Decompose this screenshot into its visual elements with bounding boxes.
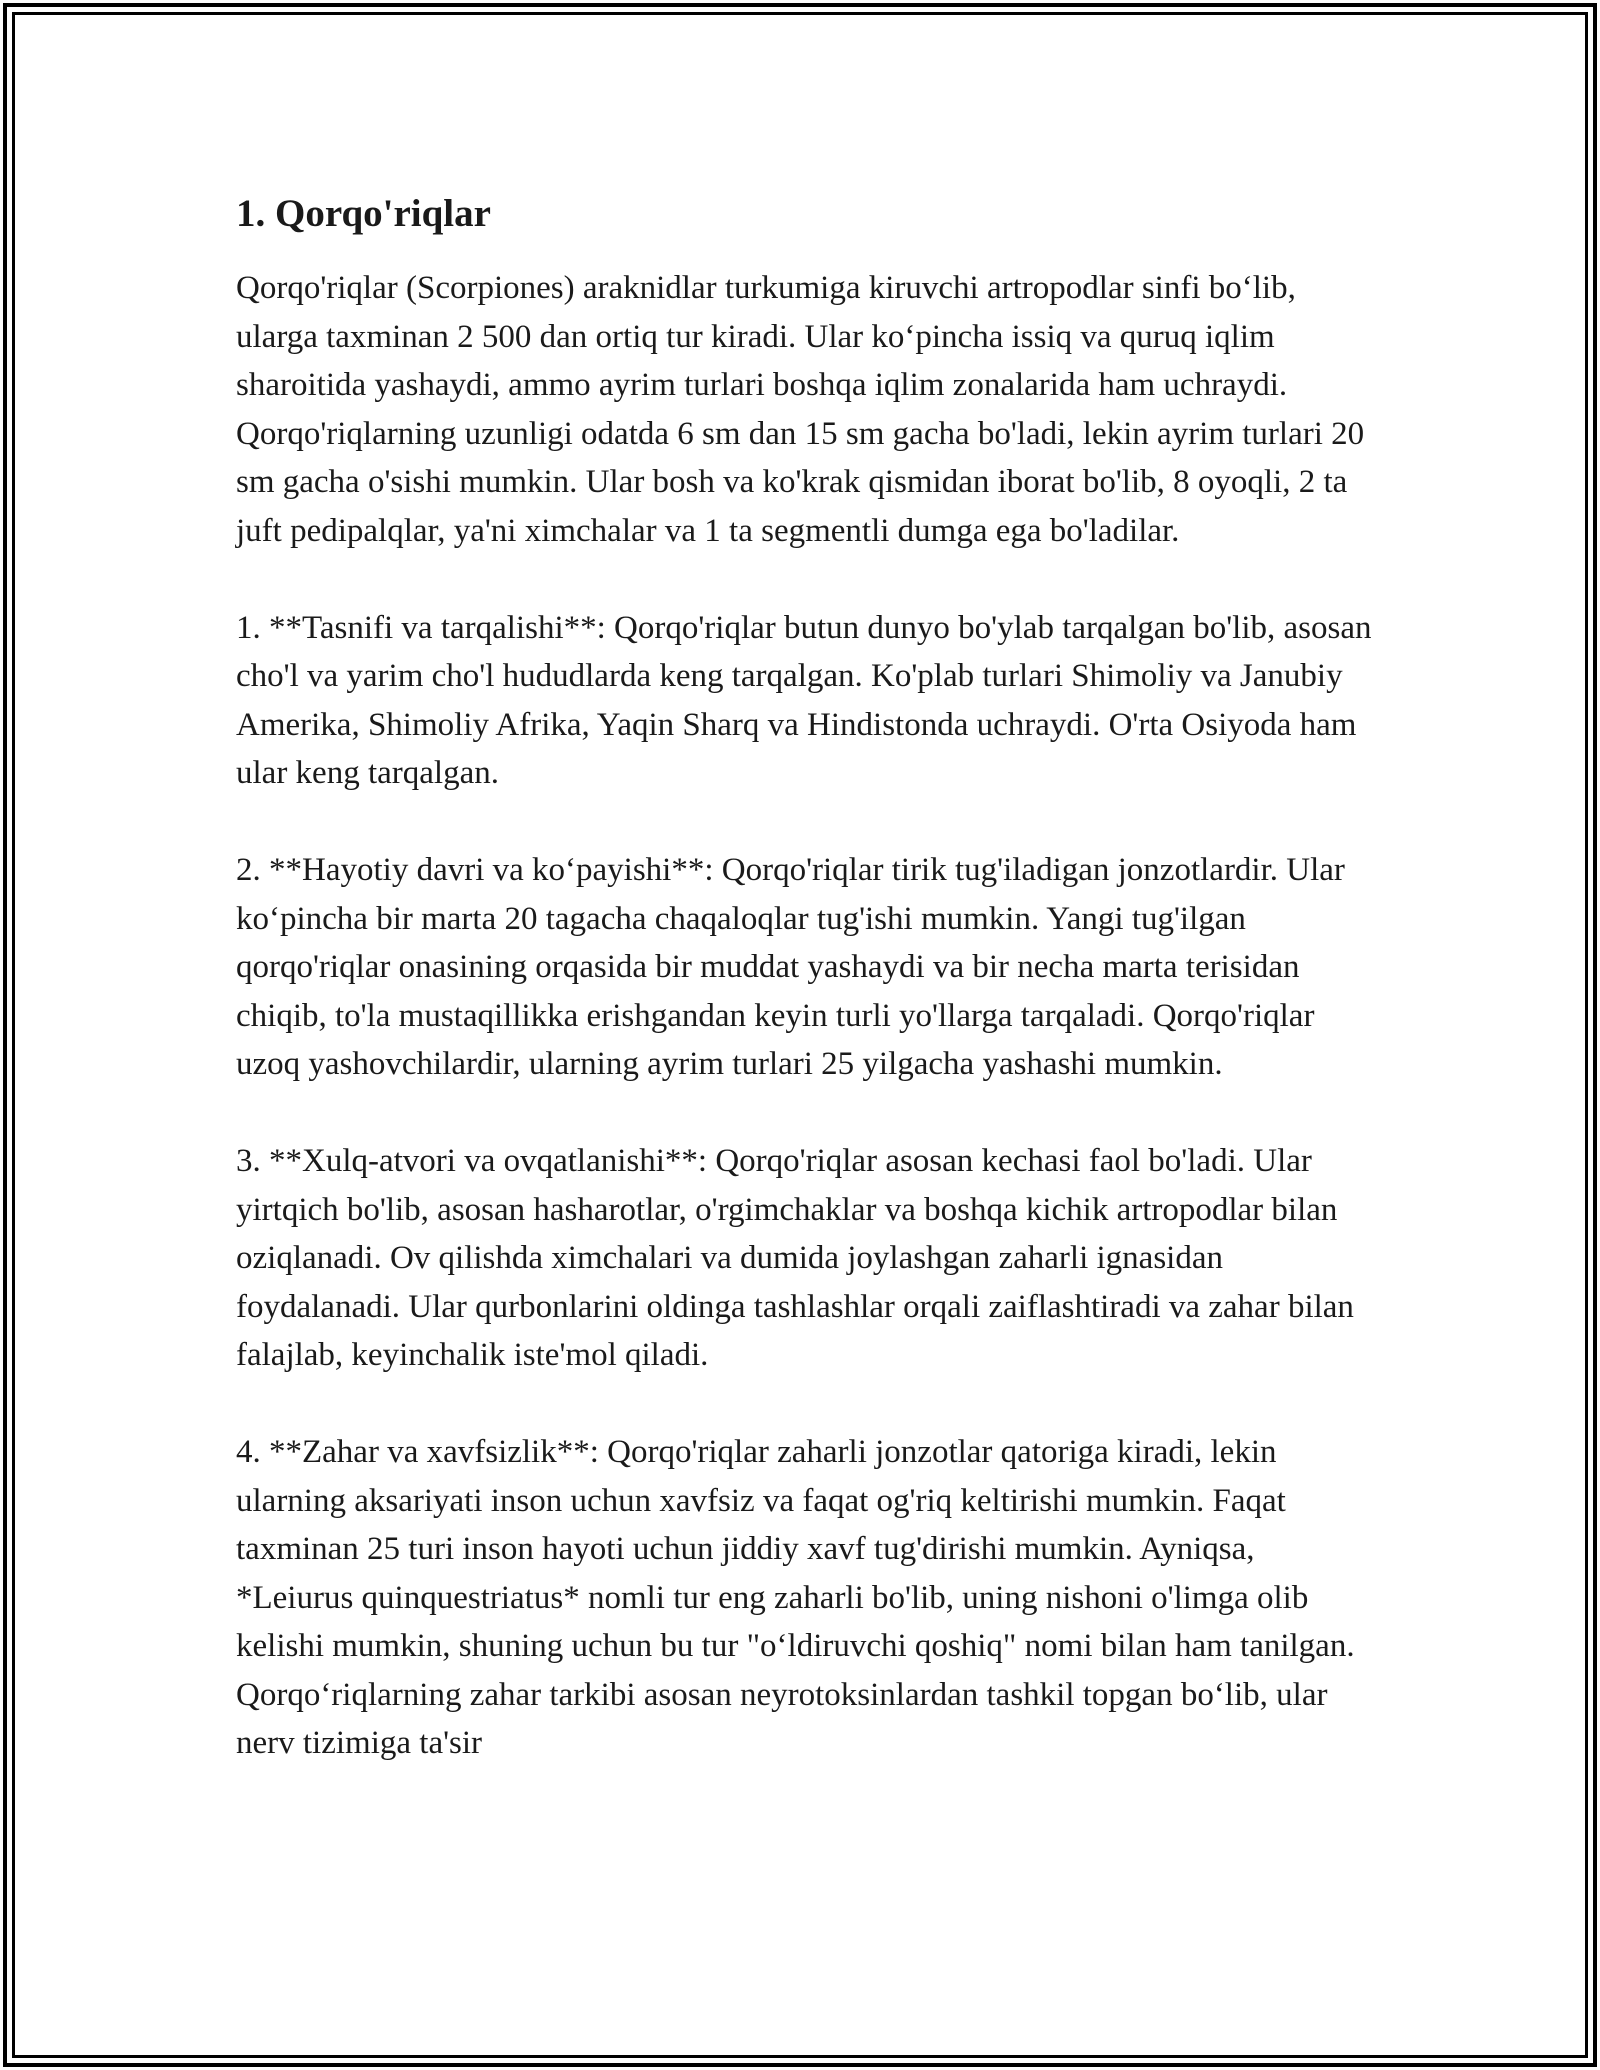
paragraph-venom: 4. **Zahar va xavfsizlik**: Qorqo'riqlar zaharli jonzotlar qatoriga kiradi, lekin ularning aksariyati inson uchun xavfsiz va faqat og'riq keltirishi mumkin. Faqat taxminan 25 turi inson hayoti uchun jiddiy xavf tug'dirishi mumkin. Ayniqsa, *Leiurus quinquestriatus* nomli tur eng zaharli bo'lib, uning nishoni o'limga olib kelishi mumkin, shuning uchun bu tur "o‘ldiruvchi qoshiq" nomi bilan ham tanilgan. Qorqo‘riqlarning zahar tarkibi asosan neyrotoksinlardan tashkil topgan bo‘lib, ular nerv tizimiga ta'sir [236,1434,1355,1761]
document-body [236,186,1376,1816]
paragraph-behavior: 3. **Xulq-atvori va ovqatlanishi**: Qorqo'riqlar asosan kechasi faol bo'ladi. Ular yirtqich bo'lib, asosan hasharotlar, o'rgimchaklar va boshqa kichik artropodlar bilan oziqlanadi. Ov qilishda ximchalari va dumida joylashgan zaharli ignasidan foydalanadi. Ular qurbonlarini oldinga tashlashlar orqali zaiflashtiradi va zahar bilan falajlab, keyinchalik iste'mol qiladi. [236,1143,1354,1373]
paragraph-distribution: 1. **Tasnifi va tarqalishi**: Qorqo'riqlar butun dunyo bo'ylab tarqalgan bo'lib, asosan cho'l va yarim cho'l hududlarda keng tarqalgan. Ko'plab turlari Shimoliy va Janubiy Amerika, Shimoliy Afrika, Yaqin Sharq va Hindistonda uchraydi. O'rta Osiyoda ham ular keng tarqalgan. [236,609,1372,791]
intro-paragraph: Qorqo'riqlar (Scorpiones) araknidlar turkumiga kiruvchi artropodlar sinfi bo‘lib, ularga taxminan 2 500 dan ortiq tur kiradi. Ular ko‘pincha issiq va quruq iqlim sharoitida yashaydi, ammo ayrim turlari boshqa iqlim zonalarida ham uchraydi. Qorqo'riqlarning uzunligi odatda 6 sm dan 15 sm gacha bo'ladi, lekin ayrim turlari 20 sm gacha o'sishi mumkin. Ular bosh va ko'krak qismidan iborat bo'lib, 8 oyoqli, 2 ta juft pedipalqlar, ya'ni ximchalar va 1 ta segmentli dumga ega bo'ladilar. [236,270,1365,549]
section-heading: 1. Qorqo'riqlar [236,192,491,235]
paragraph-life-cycle: 2. **Hayotiy davri va ko‘payishi**: Qorqo'riqlar tirik tug'iladigan jonzotlardir. Ular ko‘pincha bir marta 20 tagacha chaqaloqlar tug'ishi mumkin. Yangi tug'ilgan qorqo'riqlar onasining orqasida bir muddat yashaydi va bir necha marta terisidan chiqib, to'la mustaqillikka erishgandan keyin turli yo'llarga tarqaladi. Qorqo'riqlar uzoq yashovchilardir, ularning ayrim turlari 25 yilgacha yashashi mumkin. [236,852,1345,1082]
